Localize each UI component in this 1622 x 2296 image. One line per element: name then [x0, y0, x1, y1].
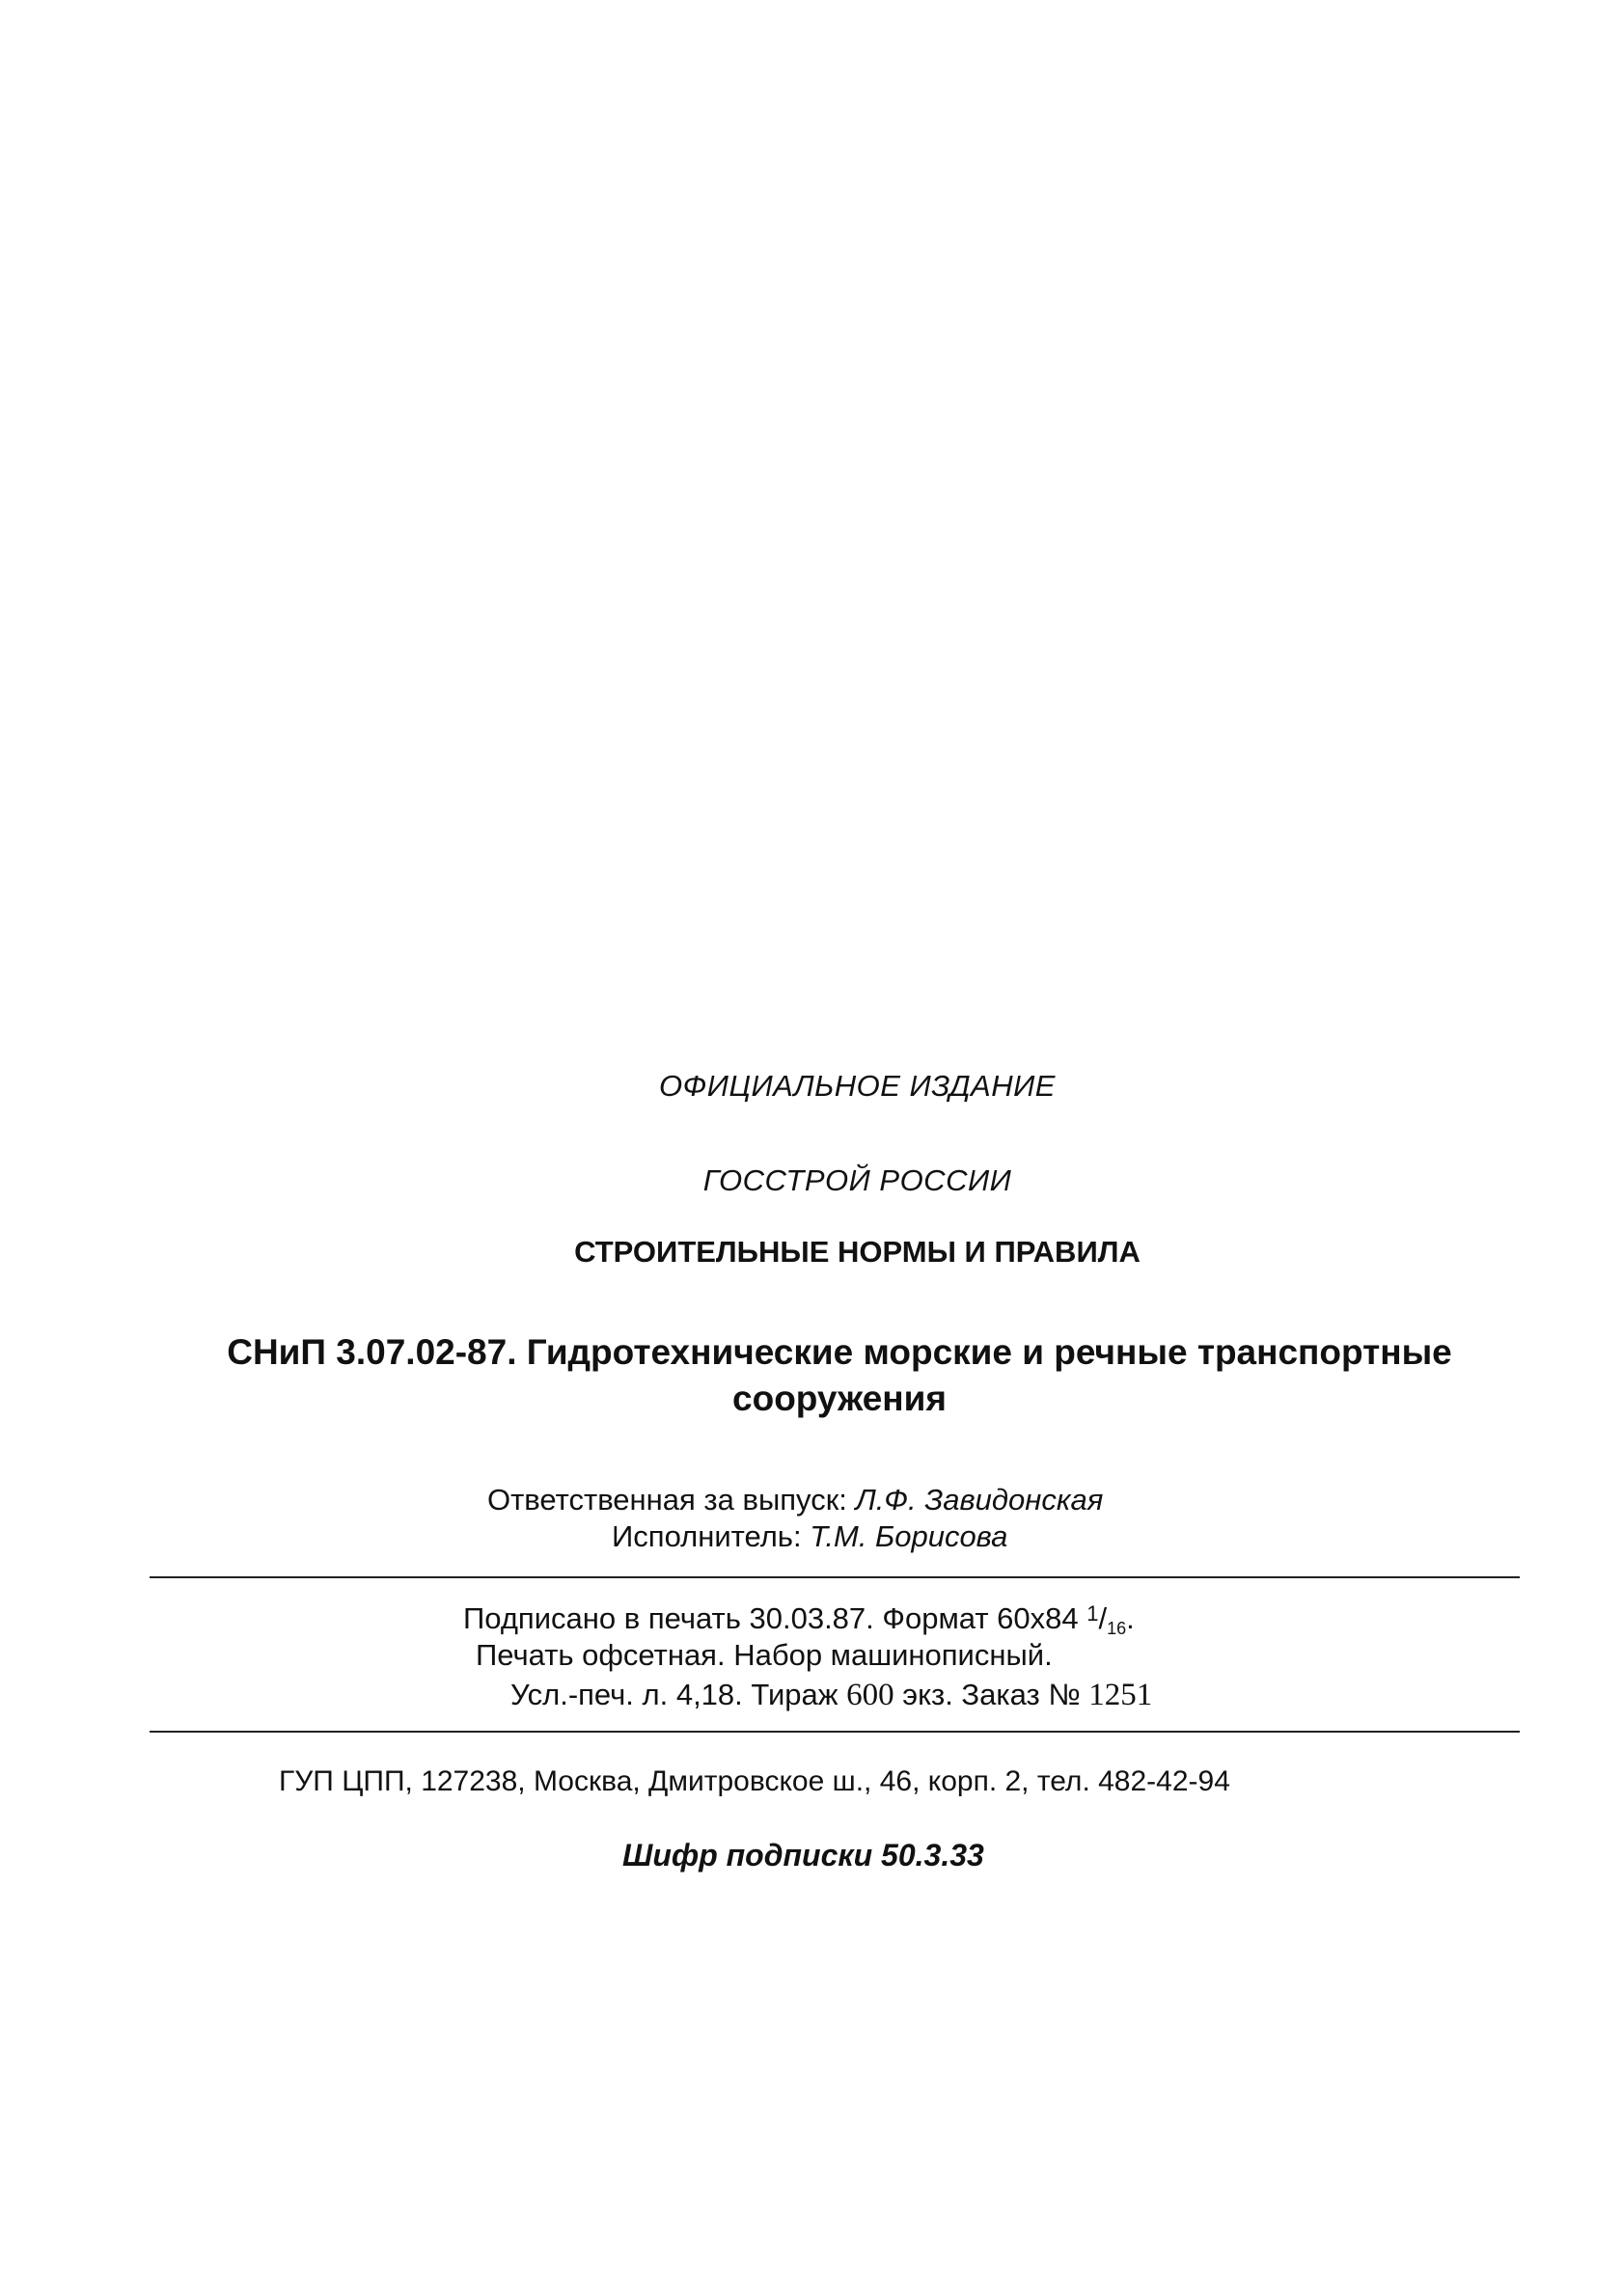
imprint-signed-line — [463, 1601, 1135, 1639]
divider-top — [150, 1576, 1520, 1578]
format-denominator: 16 — [1107, 1619, 1127, 1638]
responsible-name: Л.Ф. Завидонская — [855, 1483, 1104, 1517]
agency-name: ГОССТРОЙ РОССИИ — [702, 1163, 1012, 1197]
subscription-code-line — [622, 1838, 984, 1873]
responsible-label: Ответственная за выпуск: — [487, 1483, 847, 1517]
subscription-code: 50.3.33 — [881, 1838, 984, 1872]
publisher-address: ГУП ЦПП, 127238, Москва, Дмитровское ш., 46, корп. 2, тел. 482-42-94 — [279, 1765, 1230, 1797]
imprint-signed-text: Подписано в печать 30.03.87. Формат 60x84 — [463, 1601, 1079, 1635]
order-number: 1251 — [1088, 1678, 1153, 1712]
series-title: СТРОИТЕЛЬНЫЕ НОРМЫ И ПРАВИЛА — [574, 1235, 1141, 1269]
imprint-copies-text: экз. Заказ № — [902, 1678, 1081, 1711]
imprint-sheets-text: Усл.-печ. л. 4,18. Тираж — [510, 1678, 838, 1711]
document-title: СНиП 3.07.02-87. Гидротехнические морские и речные транспортные сооружения — [227, 1332, 1452, 1418]
imprint-printing-line: Печать офсетная. Набор машинописный. — [476, 1638, 1053, 1672]
subscription-label: Шифр подписки — [622, 1838, 873, 1872]
divider-bottom — [150, 1731, 1520, 1733]
executor-label: Исполнитель: — [612, 1519, 802, 1553]
print-run-number: 600 — [846, 1678, 894, 1712]
responsible-credit — [487, 1483, 1103, 1517]
imprint-sheets-line — [510, 1678, 1152, 1713]
format-numerator: 1 — [1086, 1601, 1099, 1626]
official-edition-label: ОФИЦИАЛЬНОЕ ИЗДАНИЕ — [659, 1069, 1056, 1103]
executor-name: Т.М. Борисова — [810, 1519, 1008, 1553]
format-slash: / — [1098, 1601, 1108, 1635]
format-end: . — [1126, 1601, 1135, 1635]
executor-credit — [612, 1519, 1007, 1554]
